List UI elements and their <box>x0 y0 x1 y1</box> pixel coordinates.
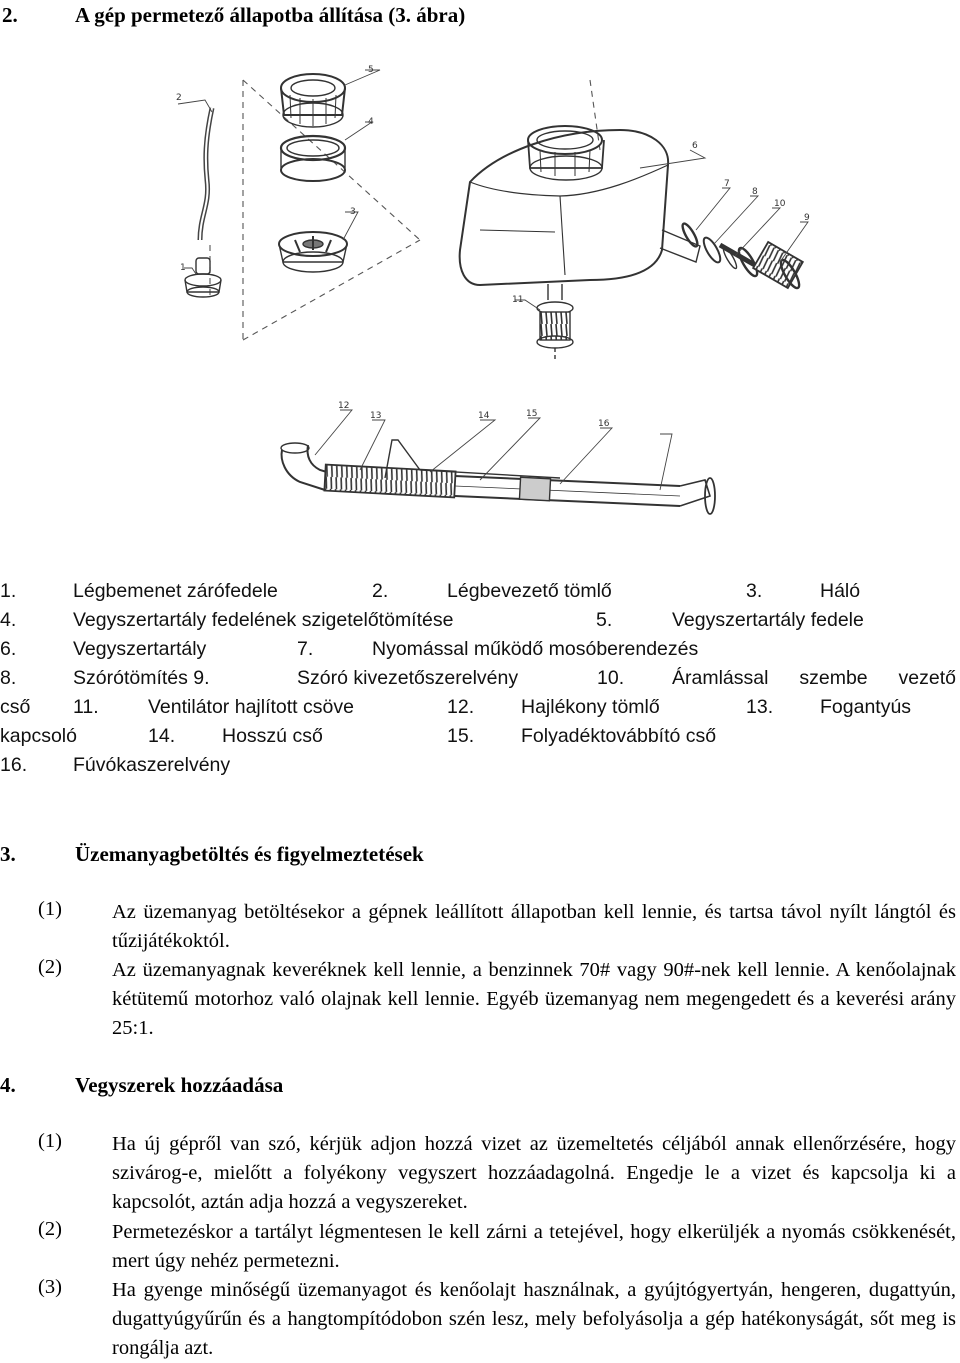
air-inlet-cap <box>185 258 221 297</box>
legend-num: 13. <box>746 696 774 718</box>
section-4-number: 4. <box>0 1073 16 1097</box>
section-3-item-1-text: Az üzemanyag betöltésekor a gépnek leállított állapotban kell lennie, és tartsa távol nyílt lángtól és tűzijátékoktól. <box>112 901 956 952</box>
section-4-item-1-label: (1) <box>38 1130 62 1152</box>
legend-num: 3. <box>746 580 763 602</box>
callout-12: 12 <box>338 401 350 411</box>
legend-item: Nyomással működő mosóberendezés <box>372 638 699 660</box>
legend-item: Légbevezető tömlő <box>447 580 612 602</box>
legend-num: 15. <box>447 725 475 747</box>
section-3-item-2-label: (2) <box>38 956 62 978</box>
legend-line-2 <box>0 609 960 635</box>
legend-item: kapcsoló <box>0 725 77 747</box>
blower-pipe-assembly <box>281 410 715 514</box>
legend-item: Légbemenet zárófedele <box>73 580 278 602</box>
section-3-number: 3. <box>0 842 16 866</box>
section-3-title: Üzemanyagbetöltés és figyelmeztetések <box>75 842 424 866</box>
legend-num: 12. <box>447 696 475 718</box>
legend-item: Hajlékony tömlő <box>521 696 660 718</box>
section-4-item-3-text: Ha gyenge minőségű üzemanyagot és kenőolajt használnak, a gyújtógyertyán, hengeren, dugattyún, dugattyúgyűrűn és a hangtompítódobon szén lesz, mely befolyásolja a gép hatékonyságát, sőt meg is rongálja azt. <box>112 1279 956 1359</box>
legend-item: cső <box>0 696 31 718</box>
legend-item: Fúvókaszerelvény <box>73 754 231 776</box>
legend-num: 2. <box>372 580 389 602</box>
legend-item: Folyadéktovábbító cső <box>521 725 717 747</box>
legend-num: 5. <box>596 609 613 631</box>
legend-num: 1. <box>0 580 17 602</box>
legend-item: Háló <box>820 580 861 602</box>
section-4-item-1-text: Ha új gépről van szó, kérjük adjon hozzá vizet az üzemeltetés céljából annak ellenőrzésére, hogy szivárog-e, mielőtt a folyékony vegyszert hozzáadagolná. Engedje le a vizet és kapcsolja ki a kapcsolót, aztán adja hozzá a vegyszereket. <box>112 1133 956 1213</box>
section-3-item-1-label: (1) <box>38 898 62 920</box>
legend-item: Ventilátor hajlított csöve <box>148 696 354 718</box>
parts-legend <box>0 580 960 785</box>
section-4-item-2-label: (2) <box>38 1218 62 1240</box>
callout-6: 6 <box>692 141 698 151</box>
air-inlet-hose <box>200 108 212 240</box>
legend-num: 11. <box>73 696 99 718</box>
legend-line-7 <box>0 754 960 780</box>
callout-16: 16 <box>598 419 610 429</box>
legend-item: Vegyszertartály <box>73 638 207 660</box>
counterflow-pipe <box>537 284 573 360</box>
section-4-title: Vegyszerek hozzáadása <box>75 1073 284 1097</box>
section-4-item-2-text: Permetezéskor a tartályt légmentesen le kell zárni a tetejével, hogy elkerüljék a nyomás csökkenését, mert úgy nehéz permetezni. <box>112 1221 956 1272</box>
callout-10: 10 <box>774 199 786 209</box>
strainer <box>279 232 347 272</box>
callout-8: 8 <box>752 187 758 197</box>
legend-item: Áramlással szembe vezető <box>672 667 956 689</box>
parts-diagram <box>150 60 830 530</box>
tank-lid <box>281 74 345 127</box>
callout-7: 7 <box>724 179 730 189</box>
lid-gasket <box>281 136 345 181</box>
callout-13: 13 <box>370 411 382 421</box>
section-2-title: A gép permetező állapotba állítása (3. ábra) <box>75 3 466 27</box>
section-3-heading <box>0 842 700 870</box>
legend-line-3 <box>0 638 960 664</box>
legend-item: Szóró kivezetőszerelvény <box>297 667 519 689</box>
legend-num: 14. <box>148 725 176 747</box>
section-3-item-2-text: Az üzemanyagnak keveréknek kell lennie, a benzinnek 70# vagy 90#-nek kell lennie. A kenőolajnak kétütemű motorhoz való olajnak kell lennie. Egyéb üzemanyag nem megengedett és a keverési arány 25:1. <box>112 959 956 1039</box>
callout-15: 15 <box>526 409 538 419</box>
section-4-item-3-label: (3) <box>38 1276 62 1298</box>
legend-line-6 <box>0 725 960 751</box>
callout-3: 3 <box>350 207 356 217</box>
legend-num: 7. <box>297 638 314 660</box>
legend-item: Vegyszertartály fedelének szigetelőtömítése <box>73 609 454 631</box>
section-2-heading <box>2 3 702 31</box>
section-4-heading <box>0 1073 700 1101</box>
callout-4: 4 <box>368 117 374 127</box>
callout-5: 5 <box>368 65 374 75</box>
legend-item: Szórótömítés 9. <box>73 667 210 689</box>
legend-item: Fogantyús <box>820 696 912 718</box>
legend-num: 4. <box>0 609 17 631</box>
legend-num: 10. <box>597 667 625 689</box>
legend-line-5 <box>0 696 960 722</box>
section-2-number: 2. <box>2 3 18 27</box>
legend-line-4 <box>0 667 960 693</box>
legend-item: Hosszú cső <box>222 725 323 747</box>
callout-9: 9 <box>804 213 810 223</box>
legend-line-1 <box>0 580 960 606</box>
legend-item: Vegyszertartály fedele <box>672 609 864 631</box>
legend-num: 8. <box>0 667 17 689</box>
callout-2: 2 <box>176 93 182 103</box>
callout-1: 1 <box>180 263 186 273</box>
legend-num: 16. <box>0 754 28 776</box>
callout-14: 14 <box>478 411 490 421</box>
chemical-tank <box>460 126 700 285</box>
legend-num: 6. <box>0 638 17 660</box>
callout-11: 11 <box>512 295 524 305</box>
